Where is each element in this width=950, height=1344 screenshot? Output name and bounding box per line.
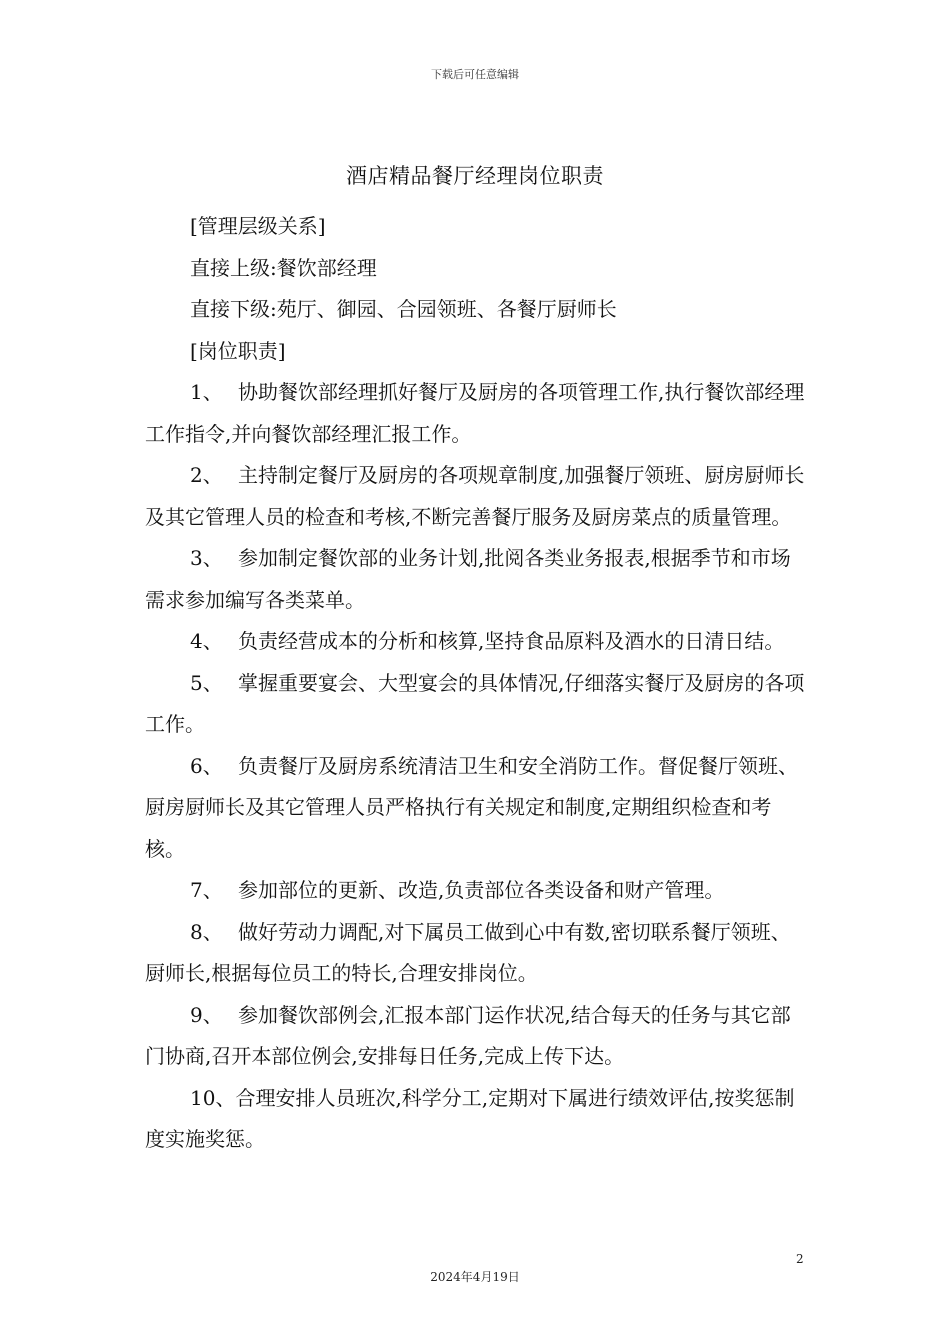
duty-item — [145, 663, 805, 746]
duty-item — [145, 621, 805, 663]
header-note: 下载后可任意编辑 — [431, 68, 519, 81]
document-body — [145, 206, 805, 1161]
duty-item — [145, 455, 805, 538]
subordinates-line: 直接下级:苑厅、御园、合园领班、各餐厅厨师长 — [190, 297, 617, 321]
duty-text: 参加制定餐饮部的业务计划,批阅各类业务报表,根据季节和市场需求参加编写各类菜单。 — [145, 546, 791, 612]
duty-item — [145, 995, 805, 1078]
duty-item — [145, 1078, 805, 1161]
document-title: 酒店精品餐厅经理岗位职责 — [346, 164, 604, 188]
duty-item — [145, 372, 805, 455]
duty-number: 8、 — [190, 919, 223, 944]
duty-number: 1、 — [190, 380, 223, 404]
section-heading-duties: [岗位职责] — [190, 338, 286, 363]
duty-text: 掌握重要宴会、大型宴会的具体情况,仔细落实餐厅及厨房的各项工作。 — [145, 670, 805, 736]
duty-number: 6、 — [190, 753, 223, 778]
duty-text: 做好劳动力调配,对下属员工做到心中有数,密切联系餐厅领班、厨师长,根据每位员工的特长,合理安排岗位。 — [145, 919, 791, 985]
section-heading-hierarchy: [管理层级关系] — [190, 214, 326, 238]
duty-number: 2、 — [190, 463, 223, 487]
footer-date: 2024年4月19日 — [430, 1270, 520, 1284]
duty-item — [145, 912, 805, 995]
duty-number: 5、 — [190, 670, 223, 695]
duty-item — [145, 538, 805, 621]
duty-text: 合理安排人员班次,科学分工,定期对下属进行绩效评估,按奖惩制度实施奖惩。 — [145, 1085, 795, 1151]
duty-item — [145, 746, 805, 871]
duty-text: 参加部位的更新、改造,负责部位各类设备和财产管理。 — [238, 878, 725, 902]
page-number: 2 — [796, 1252, 804, 1266]
duty-number: 7、 — [190, 878, 223, 902]
duty-number: 3、 — [190, 546, 223, 570]
duty-text: 协助餐饮部经理抓好餐厅及厨房的各项管理工作,执行餐饮部经理工作指令,并向餐饮部经理汇报工作。 — [145, 380, 805, 446]
duty-text: 负责餐厅及厨房系统清洁卫生和安全消防工作。督促餐厅领班、厨房厨师长及其它管理人员严格执行有关规定和制度,定期组织检查和考核。 — [145, 753, 798, 861]
duty-text: 负责经营成本的分析和核算,坚持食品原料及酒水的日清日结。 — [238, 629, 785, 653]
duty-text: 参加餐饮部例会,汇报本部门运作状况,结合每天的任务与其它部门协商,召开本部位例会,安排每日任务,完成上传下达。 — [145, 1002, 791, 1068]
duty-number: 4、 — [190, 629, 223, 653]
superior-line: 直接上级:餐饮部经理 — [190, 255, 377, 280]
duty-number: 10、 — [190, 1085, 236, 1110]
duty-number: 9、 — [190, 1002, 223, 1027]
duty-text: 主持制定餐厅及厨房的各项规章制度,加强餐厅领班、厨房厨师长及其它管理人员的检查和考核,不断完善餐厅服务及厨房菜点的质量管理。 — [145, 463, 805, 529]
duty-item — [145, 870, 805, 912]
